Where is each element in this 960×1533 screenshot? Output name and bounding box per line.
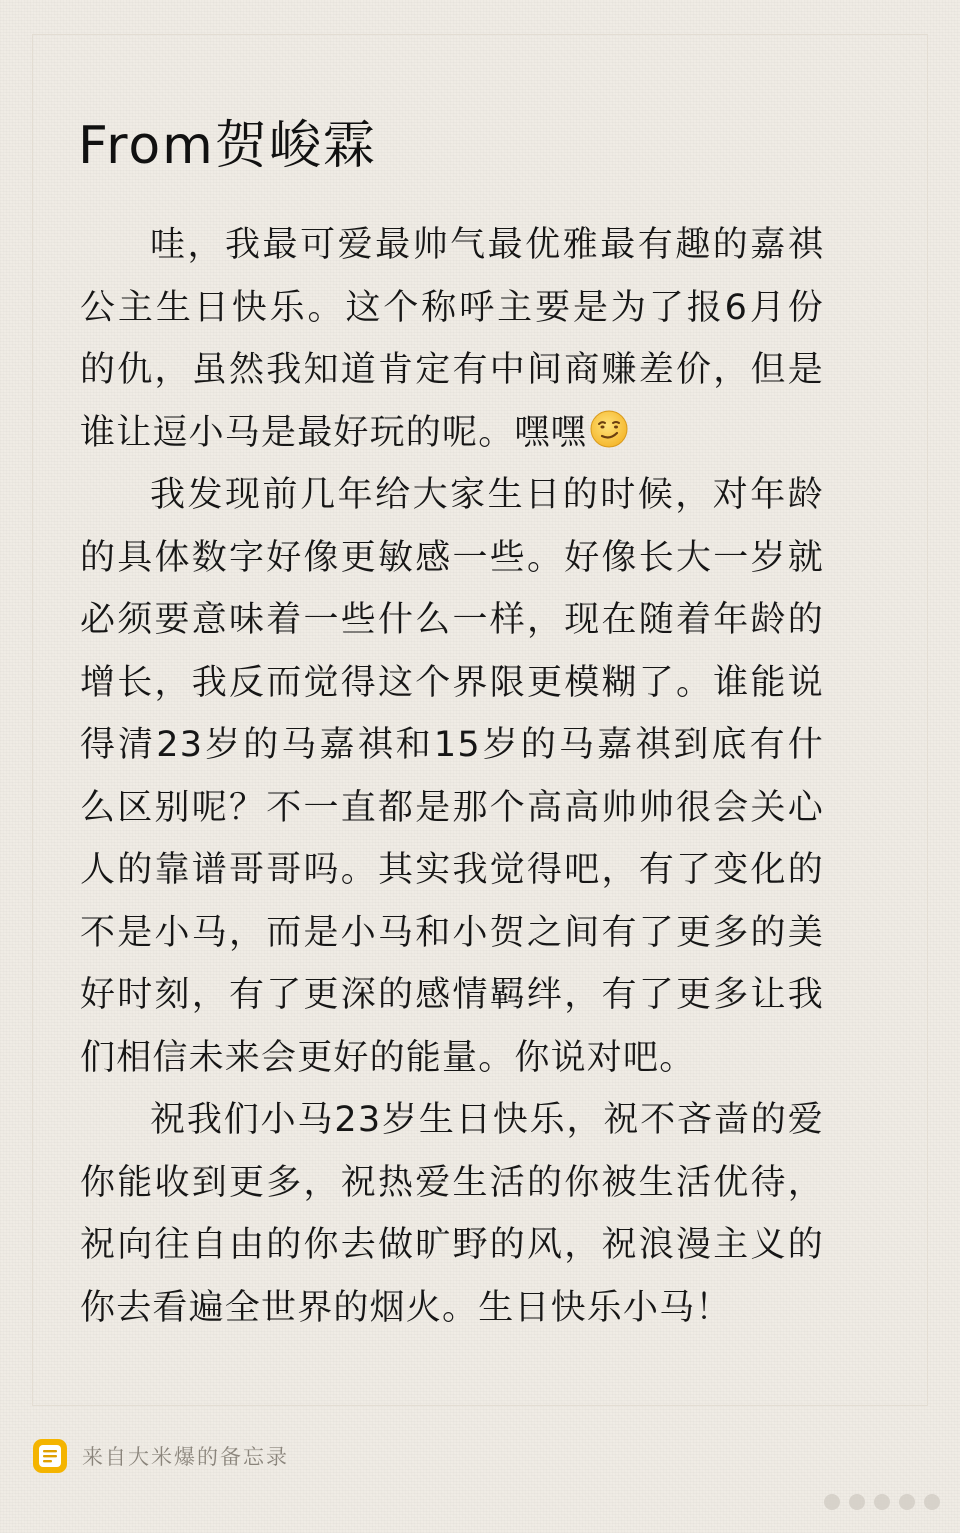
note-body [80, 214, 824, 1339]
paragraph-2: 我发现前几年给大家生日的时候，对年龄的具体数字好像更敏感一些。好像长大一岁就必须要意味着一些什么一样，现在随着年龄的增长，我反而觉得这个界限更模糊了。谁能说得清23岁的马嘉祺和15岁的马嘉祺到底有什么区别呢？不一直都是那个高高帅帅很会关心人的靠谱哥哥吗。其实我觉得吧，有了变化的不是小马，而是小马和小贺之间有了更多的美好时刻，有了更深的感情羁绊，有了更多让我们相信未来会更好的能量。你说对吧。 [80, 475, 824, 1078]
note-title: From贺峻霖 [78, 116, 377, 176]
paragraph-1-text: 哇，我最可爱最帅气最优雅最有趣的嘉祺公主生日快乐。这个称呼主要是为了报6月份的仇，虽然我知道肯定有中间商赚差价，但是谁让逗小马是最好玩的呢。嘿嘿 [80, 225, 824, 453]
paragraph-1 [80, 214, 824, 464]
dots-watermark-icon [824, 1494, 940, 1510]
footer-source [32, 1436, 289, 1476]
footer-source-text: 来自大米爆的备忘录 [82, 1445, 289, 1469]
smirking-face-emoji-icon [589, 409, 629, 449]
watermark-dot [899, 1494, 915, 1510]
paragraph-3: 祝我们小马23岁生日快乐，祝不吝啬的爱你能收到更多，祝热爱生活的你被生活优待，祝向往自由的你去做旷野的风，祝浪漫主义的你去看遍全世界的烟火。生日快乐小马！ [80, 1100, 824, 1328]
watermark-dot [924, 1494, 940, 1510]
notes-app-icon [32, 1438, 68, 1474]
watermark-dot [874, 1494, 890, 1510]
watermark-dot [824, 1494, 840, 1510]
watermark-dot [849, 1494, 865, 1510]
